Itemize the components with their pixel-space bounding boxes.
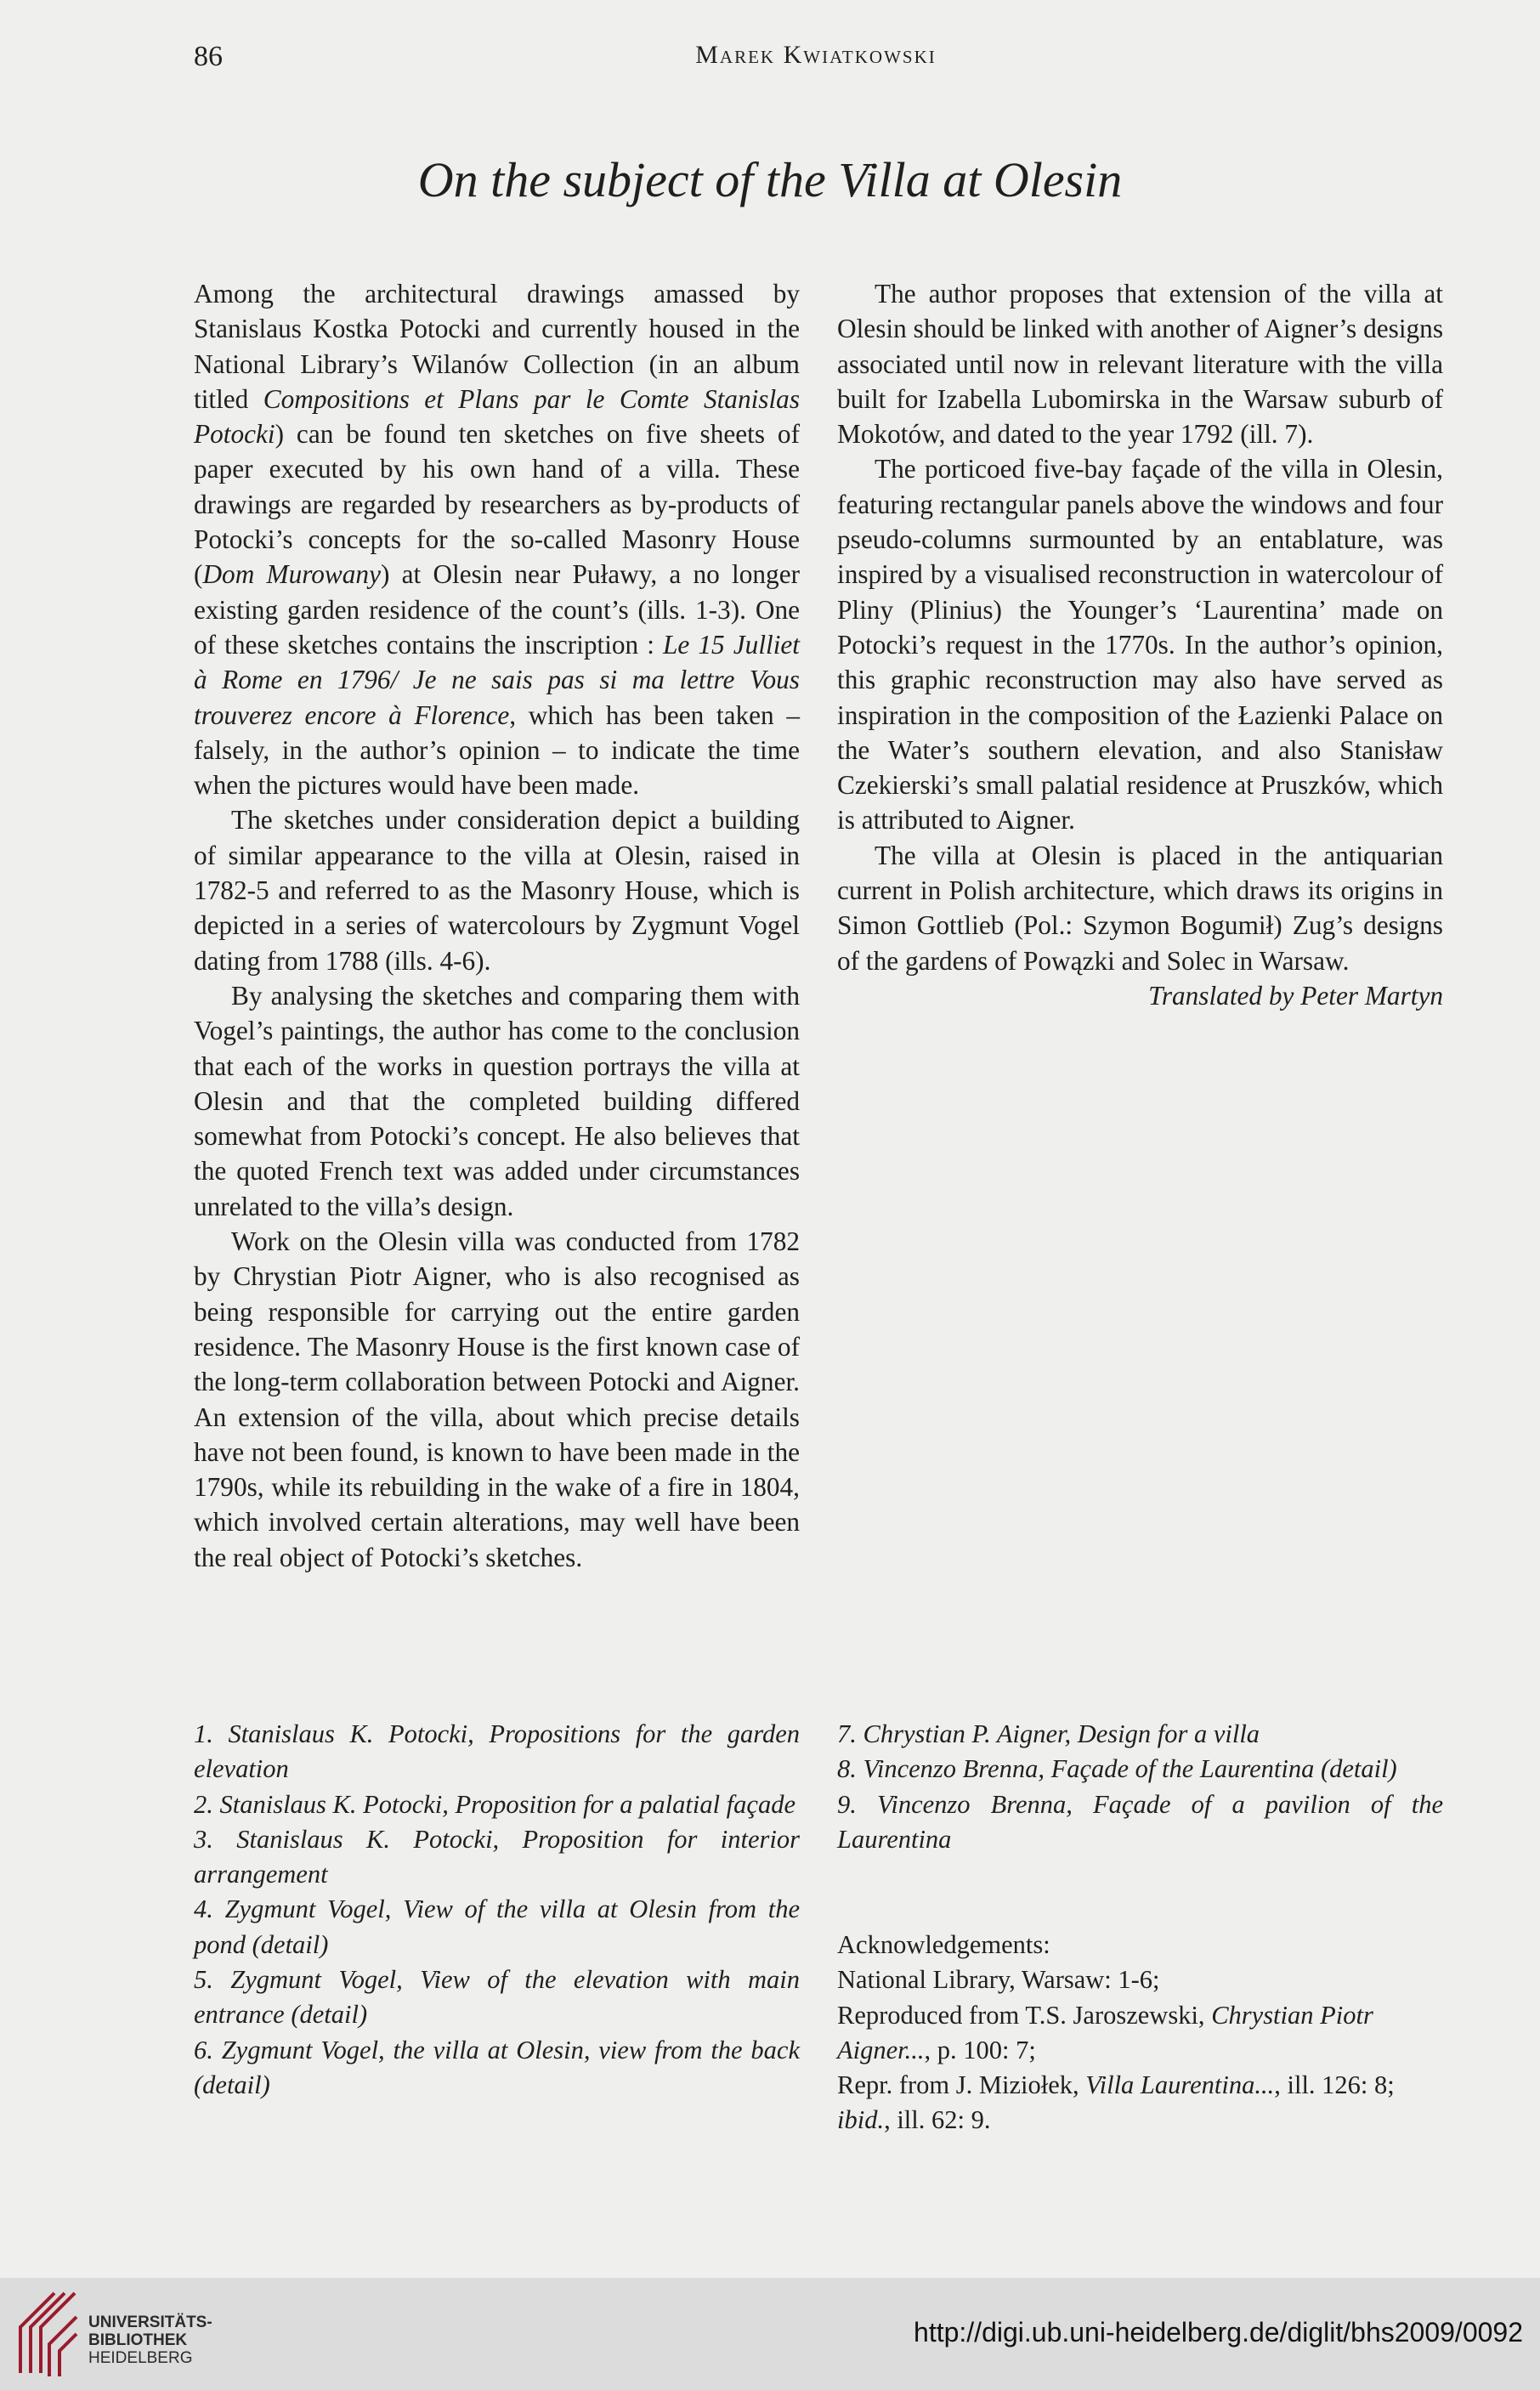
figure-caption: 3. Stanislaus K. Potocki, Proposition for interior arrangement	[194, 1824, 800, 1889]
figure-caption: 5. Zygmunt Vogel, View of the elevation with main entrance (detail)	[194, 1965, 800, 2030]
figure-caption: 7. Chrystian P. Aigner, Design for a villa	[837, 1719, 1260, 1748]
text-run: , ill. 62: 9.	[884, 2105, 991, 2135]
viewer-footer-bar	[0, 2278, 1540, 2390]
text-run: , which has been taken – falsely, in the author’s opinion – to indicate the time when the pictures would have been made.	[194, 699, 800, 801]
text-run: Among the architectural drawings amassed by Stanislaus Kostka Potocki and currently housed in the National Library’s Wilanów Collection (in an album titled	[194, 279, 800, 414]
running-head	[0, 34, 1540, 85]
acknowledgements-heading: Acknowledgements:	[837, 1930, 1050, 1959]
acknowledgements	[837, 1928, 1443, 2138]
text-run: , p. 100: 7;	[924, 2035, 1036, 2064]
italic-inscription: Le 15 Julliet à Rome en 1796/ Je ne sais pas si ma lettre Vous trouverez encore à Florence	[194, 629, 800, 730]
library-logo-icon	[15, 2288, 82, 2380]
library-name-line: UNIVERSITÄTS-	[88, 2314, 212, 2331]
permalink-url[interactable]: http://digi.ub.uni-heidelberg.de/diglit/bhs2009/0092	[914, 2317, 1523, 2348]
italic-title: Compositions et Plans par le Comte Stanislas Potocki	[194, 383, 800, 450]
library-name-line: BIBLIOTHEK	[88, 2331, 188, 2349]
text-run: ) at Olesin near Puławy, a no longer existing garden residence of the count’s (ills. 1-3). One of these sketches contains the inscription :	[194, 559, 801, 660]
body-paragraph: By analysing the sketches and comparing them with Vogel’s paintings, the author has come to the conclusion that each of the works in question portrays the villa at Olesin and that the completed building differed somewhat from Potocki’s concept. He also believes that the quoted French text was added under circumstances unrelated to the villa’s design.	[194, 980, 800, 1221]
body-column-left	[194, 276, 800, 1575]
body-paragraph: The porticoed five-bay façade of the villa in Olesin, featuring rectangular panels above the windows and four pseudo-columns surmounted by an entablature, was inspired by a visualised reconstruction in watercolour of Pliny (Plinius) the Younger’s ‘Laurentina’ made on Potocki’s request in the 1770s. In the author’s opinion, this graphic reconstruction may also have served as inspiration in the composition of the Łazienki Palace on the Water’s southern elevation, and also Stanisław Czekierski’s small palatial residence at Pruszków, which is attributed to Aigner.	[837, 454, 1443, 835]
running-head-author: Marek Kwiatkowski	[695, 41, 937, 69]
article-title: On the subject of the Villa at Olesin	[417, 152, 1123, 207]
figure-caption: 1. Stanislaus K. Potocki, Propositions for the garden elevation	[194, 1719, 800, 1784]
body-paragraph: The author proposes that extension of the villa at Olesin should be linked with another of Aigner’s designs associated until now in relevant literature with the villa built for Izabella Lubomirska in the Warsaw suburb of Mokotów, and dated to the year 1792 (ill. 7).	[837, 279, 1443, 450]
figure-caption: 6. Zygmunt Vogel, the villa at Olesin, view from the back (detail)	[194, 2035, 800, 2099]
acknowledgement-line	[837, 2068, 1443, 2138]
text-run: ) can be found ten sketches on five sheets of paper executed by his own hand of a villa. These drawings are regarded by researchers as by-products of Potocki’s concepts for the so-called Masonry House (	[194, 419, 800, 590]
figure-caption: 2. Stanislaus K. Potocki, Proposition for a palatial façade	[194, 1789, 795, 1819]
body-paragraph	[194, 276, 800, 802]
figure-caption: 4. Zygmunt Vogel, View of the villa at Olesin from the pond (detail)	[194, 1894, 800, 1959]
italic-term: ibid.	[837, 2105, 885, 2135]
page-number: 86	[194, 41, 223, 72]
body-paragraph: The villa at Olesin is placed in the antiquarian current in Polish architecture, which draws its origins in Simon Gottlieb (Pol.: Szymon Bogumił) Zug’s designs of the gardens of Powązki and Solec in Warsaw.	[837, 840, 1443, 976]
text-run: , ill. 126: 8;	[1274, 2070, 1395, 2100]
italic-title: Chrystian Piotr Aigner...	[837, 2000, 1373, 2064]
body-paragraph: Work on the Olesin villa was conducted from 1782 by Chrystian Piotr Aigner, who is also recognised as being responsible for carrying out the entire garden residence. The Masonry House is the first known case of the long-term collaboration between Potocki and Aigner. An extension of the villa, about which precise details have not been found, is known to have been made in the 1790s, while its rebuilding in the wake of a fire in 1804, which involved certain alterations, may well have been the real object of Potocki’s sketches.	[194, 1226, 800, 1572]
figure-captions-left	[194, 1717, 800, 2103]
body-column-right	[837, 276, 1443, 1013]
body-paragraph: The sketches under consideration depict a building of similar appearance to the villa at Olesin, raised in 1782-5 and referred to as the Masonry House, which is depicted in a series of watercolours by Zygmunt Vogel dating from 1788 (ills. 4-6).	[194, 805, 800, 976]
figure-caption: 8. Vincenzo Brenna, Façade of the Laurentina (detail)	[837, 1754, 1397, 1784]
text-run: Reproduced from T.S. Jaroszewski,	[837, 2000, 1212, 2030]
library-name-line: HEIDELBERG	[88, 2349, 193, 2367]
acknowledgement-line: National Library, Warsaw: 1-6;	[837, 1965, 1160, 1995]
italic-term: Dom Murowany	[202, 559, 381, 590]
figure-captions-right	[837, 1717, 1443, 1857]
library-name	[88, 2314, 212, 2367]
italic-title: Villa Laurentina...	[1085, 2070, 1275, 2100]
acknowledgement-line	[837, 1998, 1443, 2069]
text-run: Repr. from J. Miziołek,	[837, 2070, 1086, 2100]
translator-credit: Translated by Peter Martyn	[1148, 980, 1443, 1011]
figure-caption: 9. Vincenzo Brenna, Façade of a pavilion of the Laurentina	[837, 1789, 1443, 1854]
